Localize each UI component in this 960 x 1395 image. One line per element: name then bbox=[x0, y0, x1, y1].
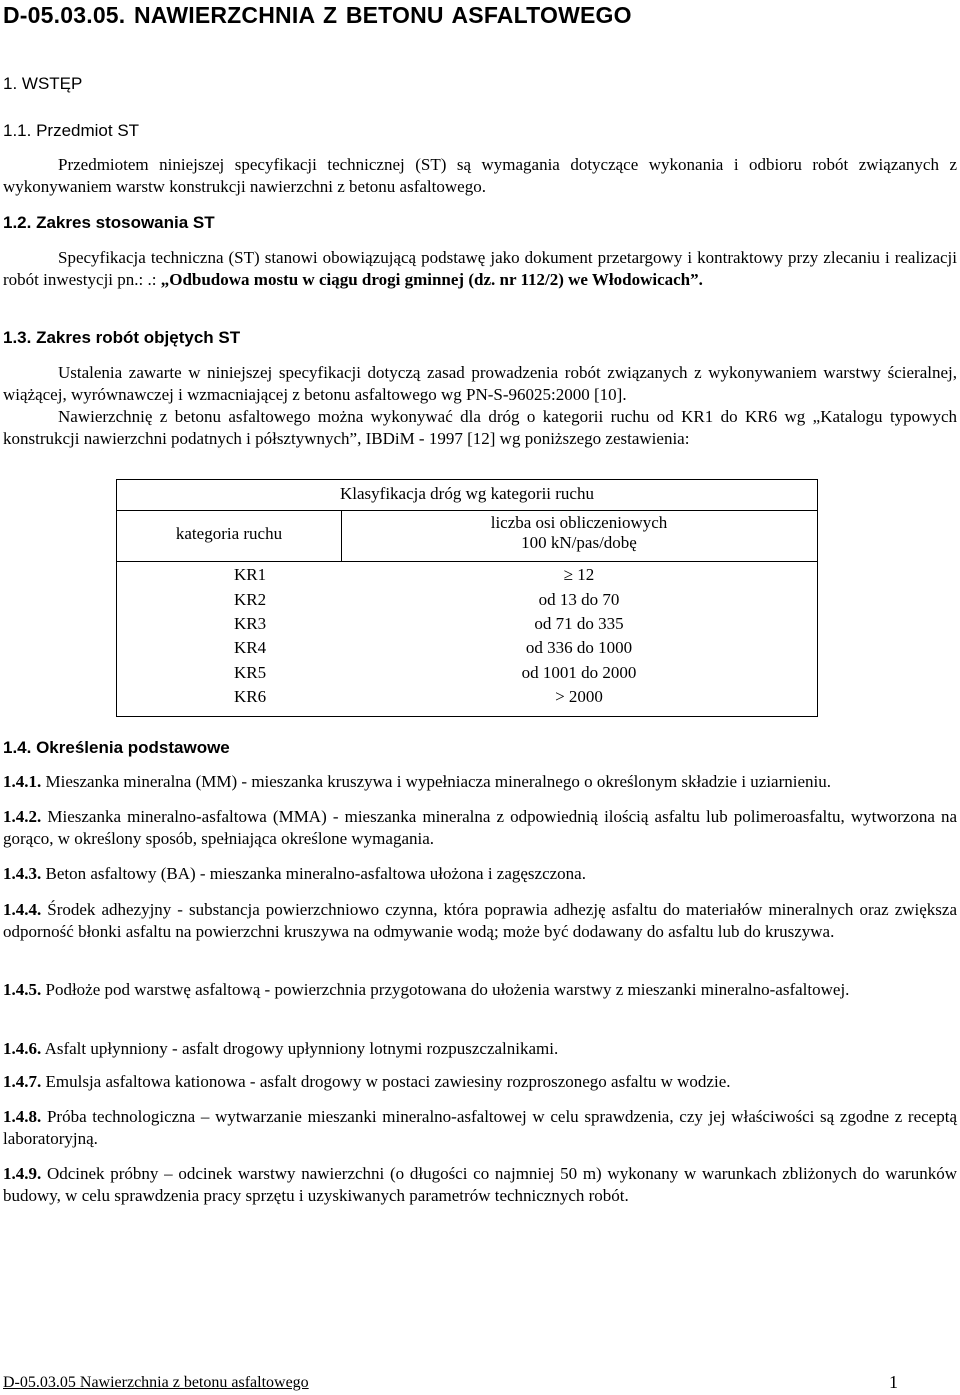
table-cell-category: KR3 bbox=[234, 614, 267, 633]
section-1-2-heading: 1.2. Zakres stosowania ST bbox=[3, 213, 215, 232]
section-1-heading: 1. WSTĘP bbox=[3, 74, 83, 93]
section-1-2-body: Specyfikacja techniczna (ST) stanowi obowiązującą podstawę jako dokument przetargowy i kontraktowy przy zlecaniu i realizacji robót inwestycji pn.: .: bbox=[3, 248, 957, 289]
definition-text: Mieszanka mineralno-asfaltowa (MMA) - mieszanka mineralna z odpowiednią ilością asfaltu lub polimeroasfaltu, wytworzona na gorąco, w określony sposób, spełniająca określone wymagania. bbox=[3, 807, 958, 848]
table-cell-category: KR1 bbox=[234, 565, 267, 584]
table-header-category: kategoria ruchu bbox=[175, 524, 283, 543]
definition-text: Podłoże pod warstwę asfaltową - powierzchnia przygotowana do ułożenia warstwy z mieszanki mineralno-asfaltowej. bbox=[45, 980, 850, 999]
definition-text: Asfalt upłynniony - asfalt drogowy upłynniony lotnymi rozpuszczalnikami. bbox=[44, 1039, 559, 1058]
definition-1-4-4 bbox=[3, 899, 957, 943]
footer-document-name: D-05.03.05 Nawierzchnia z betonu asfaltowego bbox=[3, 1374, 309, 1391]
table-header-axles-line1: liczba osi obliczeniowych bbox=[490, 513, 668, 532]
definition-number: 1.4.5. bbox=[3, 980, 42, 999]
definition-1-4-8 bbox=[3, 1106, 957, 1150]
table-cell-category: KR5 bbox=[234, 663, 267, 682]
table-cell-category: KR4 bbox=[234, 638, 267, 657]
definition-text: Odcinek próbny – odcinek warstwy nawierzchni (o długości co najmniej 50 m) wykonany w warunkach zbliżonych do warunków budowy, w celu sprawdzenia pracy sprzętu i uzyskiwanych parametrów technicznych robót. bbox=[3, 1164, 957, 1205]
table-cell-value: > 2000 bbox=[555, 687, 603, 706]
table-cell-category: KR6 bbox=[234, 687, 267, 706]
definition-number: 1.4.9. bbox=[3, 1164, 42, 1183]
definition-text: Środek adhezyjny - substancja powierzchniowo czynna, która poprawia adhezję asfaltu do materiałów mineralnych oraz zwiększa odporność błonki asfaltu na powierzchni kruszywa na odmywanie wodą; może być dodawany do asfaltu lub do kruszywa. bbox=[3, 900, 958, 941]
definition-1-4-9 bbox=[3, 1163, 957, 1207]
table-cell-value: od 71 do 335 bbox=[534, 614, 624, 633]
traffic-category-table bbox=[116, 479, 818, 717]
definition-1-4-7 bbox=[3, 1071, 957, 1093]
definition-number: 1.4.2. bbox=[3, 807, 42, 826]
definition-1-4-2 bbox=[3, 806, 957, 850]
definition-1-4-3 bbox=[3, 863, 957, 885]
table-header-axles bbox=[341, 513, 817, 553]
table-cell-value: od 13 do 70 bbox=[538, 590, 620, 609]
table-cell-value: od 1001 do 2000 bbox=[521, 663, 637, 682]
section-1-4-heading: 1.4. Określenia podstawowe bbox=[3, 738, 230, 757]
definition-text: Próba technologiczna – wytwarzanie mieszanki mineralno-asfaltowej w celu sprawdzenia, czy jej właściwości są zgodne z receptą laboratoryjną. bbox=[3, 1107, 957, 1148]
table-cell-value: od 336 do 1000 bbox=[525, 638, 633, 657]
table-cell-value: ≥ 12 bbox=[563, 565, 595, 584]
definition-number: 1.4.7. bbox=[3, 1072, 42, 1091]
table-caption: Klasyfikacja dróg wg kategorii ruchu bbox=[340, 484, 594, 503]
definition-number: 1.4.4. bbox=[3, 900, 42, 919]
table-cell-category: KR2 bbox=[234, 590, 267, 609]
document-title: D-05.03.05. NAWIERZCHNIA Z BETONU ASFALTOWEGO bbox=[3, 2, 632, 28]
definition-number: 1.4.8. bbox=[3, 1107, 42, 1126]
definition-number: 1.4.6. bbox=[3, 1039, 42, 1058]
section-1-3-text-2: Nawierzchnię z betonu asfaltowego można wykonywać dla dróg o kategorii ruchu od KR1 do KR6 wg „Katalogu typowych konstrukcji nawierzchni podatnych i półsztywnych”, IBDiM - 1997 [12] wg poniższego zestawienia: bbox=[3, 407, 957, 448]
section-1-3-heading: 1.3. Zakres robót objętych ST bbox=[3, 328, 241, 347]
section-1-1-text: Przedmiotem niniejszej specyfikacji technicznej (ST) są wymagania dotyczące wykonania i odbioru robót związanych z wykonywaniem warstw konstrukcji nawierzchni z betonu asfaltowego. bbox=[3, 155, 957, 196]
table-header-divider bbox=[117, 561, 817, 562]
table-divider bbox=[117, 510, 817, 511]
section-1-3-text-1: Ustalenia zawarte w niniejszej specyfikacji dotyczą zasad prowadzenia robót związanych z wykonywaniem warstwy ścieralnej, wiążącej, wyrównawczej i wzmacniającej z betonu asfaltowego wg PN-S-96025:2000 [10]. bbox=[3, 363, 957, 404]
table-header-axles-line2: 100 kN/pas/dobę bbox=[521, 533, 637, 552]
definition-text: Mieszanka mineralna (MM) - mieszanka kruszywa i wypełniacza mineralnego o określonym składzie i uziarnieniu. bbox=[45, 772, 832, 791]
definition-number: 1.4.1. bbox=[3, 772, 42, 791]
definition-text: Beton asfaltowy (BA) - mieszanka mineralno-asfaltowa ułożona i zagęszczona. bbox=[45, 864, 586, 883]
definition-text: Emulsja asfaltowa kationowa - asfalt drogowy w postaci zawiesiny rozproszonego asfaltu w wodzie. bbox=[45, 1072, 731, 1091]
definition-1-4-5 bbox=[3, 979, 957, 1001]
section-1-2-text bbox=[3, 247, 957, 291]
section-1-1-heading: 1.1. Przedmiot ST bbox=[3, 121, 140, 140]
definition-1-4-6 bbox=[3, 1038, 957, 1060]
project-name: „Odbudowa mostu w ciągu drogi gminnej (dz. nr 112/2) we Włodowicach”. bbox=[160, 270, 703, 289]
definition-1-4-1 bbox=[3, 771, 957, 793]
definition-number: 1.4.3. bbox=[3, 864, 42, 883]
page-number: 1 bbox=[889, 1372, 898, 1392]
